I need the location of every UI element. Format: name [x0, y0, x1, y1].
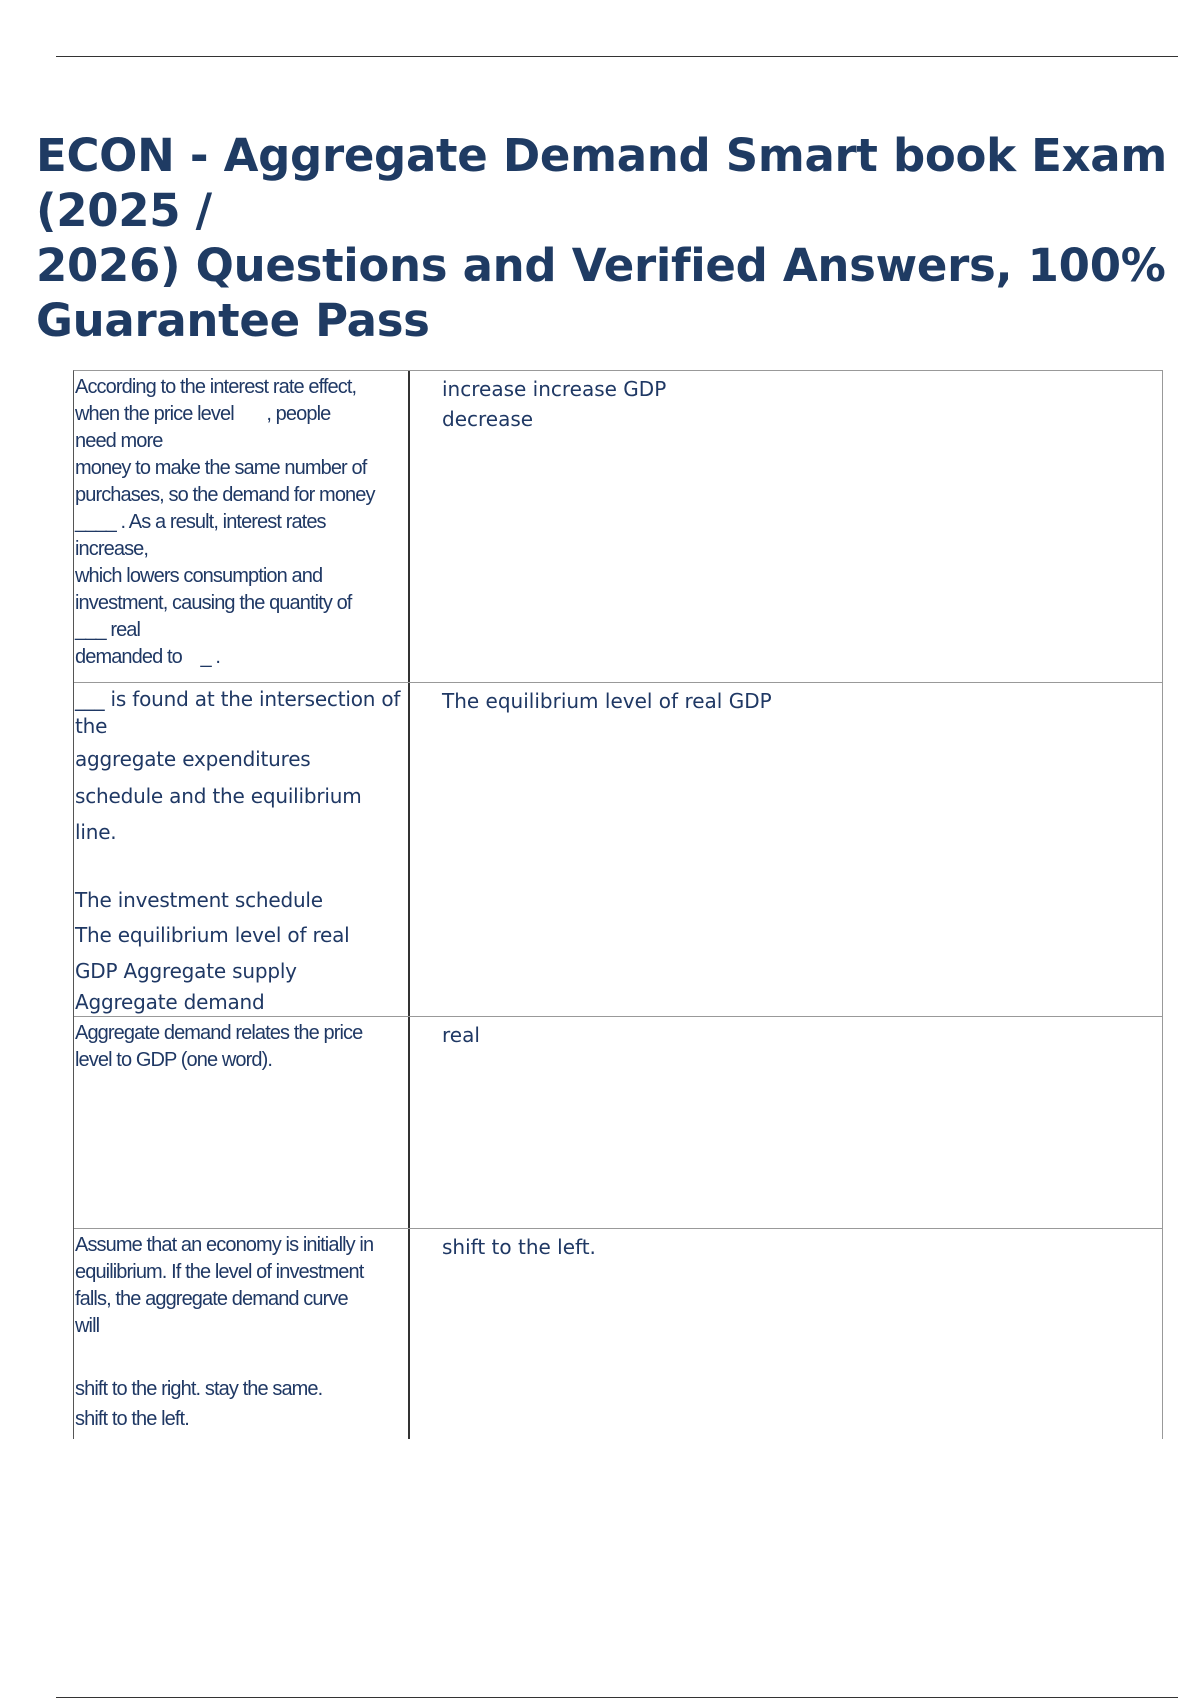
question-line: schedule and the equilibrium [75, 784, 362, 808]
answer-line: increase increase GDP [442, 377, 667, 401]
qa-row [74, 1017, 1162, 1229]
question-line: shift to the left. [75, 1408, 189, 1430]
qa-row [74, 371, 1162, 683]
question-line: Aggregate demand relates the price [75, 1022, 363, 1044]
qa-row [74, 1229, 1162, 1439]
bottom-rule [56, 1697, 1178, 1698]
answer-line: decrease [442, 407, 534, 431]
question-line: purchases, so the demand for money [75, 484, 375, 506]
question-cell [74, 371, 410, 682]
document-title [36, 128, 1186, 348]
question-line: shift to the right. stay the same. [75, 1378, 323, 1400]
question-line: aggregate expenditures [75, 747, 311, 771]
question-line: According to the interest rate effect, [75, 376, 357, 398]
question-cell [74, 683, 410, 1016]
title-line: 2026) Questions and Verified Answers, 100% [36, 239, 1166, 292]
title-line: ECON - Aggregate Demand Smart book Exam (2025 / [36, 129, 1167, 237]
question-line: The equilibrium level of real [75, 923, 350, 947]
question-line: which lowers consumption and [75, 565, 323, 587]
answer-line: real [442, 1023, 480, 1047]
question-line [75, 850, 408, 884]
top-rule [56, 56, 1178, 57]
answer-line: The equilibrium level of real GDP [442, 689, 772, 713]
title-line: Guarantee Pass [36, 294, 430, 347]
answer-cell [410, 683, 1162, 1016]
question-line: investment, causing the quantity of [75, 592, 352, 614]
question-line: line. [75, 820, 117, 844]
question-line: The investment schedule [75, 888, 323, 912]
qa-row [74, 683, 1162, 1017]
answer-cell [410, 1229, 1162, 1439]
question-cell [74, 1229, 410, 1439]
question-line: need more [75, 430, 163, 452]
question-line: money to make the same number of [75, 457, 367, 479]
question-line: increase, [75, 538, 149, 560]
question-line: GDP Aggregate supply [75, 959, 297, 983]
answer-cell [410, 371, 1162, 682]
question-line: ____ . As a result, interest rates [75, 511, 326, 533]
question-line [75, 1340, 408, 1374]
question-line: ___ is found at the intersection of [75, 687, 401, 711]
question-line: level to GDP (one word). [75, 1049, 273, 1071]
question-line: ___ real [75, 619, 141, 641]
question-line: when the price level , people [75, 403, 331, 425]
question-cell [74, 1017, 410, 1228]
question-line: Aggregate demand [75, 990, 265, 1014]
question-line: falls, the aggregate demand curve [75, 1288, 348, 1310]
answer-cell [410, 1017, 1162, 1228]
question-line: will [75, 1315, 100, 1337]
question-line: the [75, 714, 108, 738]
question-line: equilibrium. If the level of investment [75, 1261, 364, 1283]
question-line: Assume that an economy is initially in [75, 1234, 374, 1256]
qa-table [73, 370, 1163, 1439]
question-line: demanded to _ . [75, 646, 221, 668]
answer-line: shift to the left. [442, 1235, 596, 1259]
